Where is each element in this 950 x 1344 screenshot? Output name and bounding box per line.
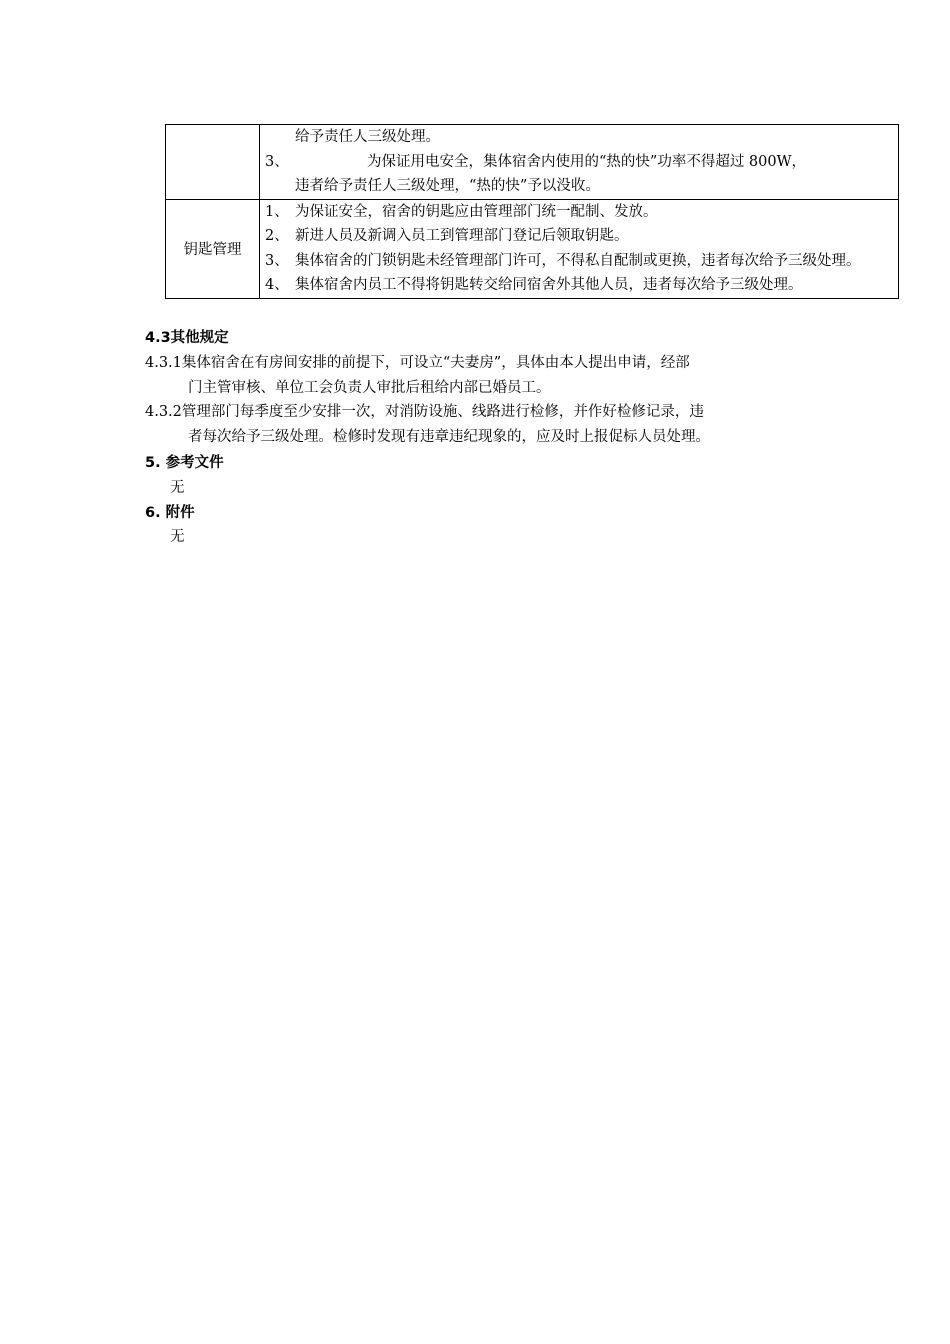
item-number: 3、	[265, 153, 289, 170]
row-content	[260, 199, 899, 298]
section-5-body: 无	[170, 480, 185, 496]
list-item	[260, 273, 898, 298]
item-text: 为保证用电安全，集体宿舍内使用的“热的快”功率不得超过 800W，	[367, 153, 807, 170]
table-row	[166, 125, 899, 200]
section-6-body: 无	[170, 529, 185, 545]
row-content	[260, 125, 899, 200]
item-number: 3、	[265, 252, 289, 269]
item-number: 1、	[265, 203, 289, 220]
continued-text: 违者给予责任人三级处理，“热的快”予以没收。	[295, 178, 600, 194]
rules-table	[165, 124, 899, 299]
item-number: 2、	[265, 228, 289, 244]
item-text: 为保证安全，宿舍的钥匙应由管理部门统一配制、发放。	[295, 203, 658, 220]
paragraph-4-3-2-line2: 者每次给予三级处理。检修时发现有违章违纪现象的，应及时上报促标人员处理。	[188, 429, 710, 445]
section-5-heading: 5. 参考文件	[145, 455, 224, 471]
list-item	[260, 224, 898, 249]
section-6-heading: 6. 附件	[145, 505, 195, 521]
paragraph-4-3-1-line2: 门主管审核、单位工会负责人审批后租给内部已婚员工。	[188, 380, 551, 396]
item-text: 新进人员及新调入员工到管理部门登记后领取钥匙。	[295, 228, 629, 244]
paragraph-4-3-1-line1: 4.3.1集体宿舍在有房间安排的前提下，可设立“夫妻房”，具体由本人提出申请，经部	[145, 355, 690, 371]
list-item	[260, 249, 898, 274]
list-item	[260, 200, 898, 225]
row-label-empty	[166, 125, 260, 200]
continued-text: 给予责任人三级处理。	[295, 129, 440, 145]
table-row	[166, 199, 899, 298]
paragraph-4-3-2-line1: 4.3.2管理部门每季度至少安排一次，对消防设施、线路进行检修，并作好检修记录，违	[145, 404, 704, 420]
item-text: 集体宿舍的门锁钥匙未经管理部门许可，不得私自配制或更换，违者每次给予三级处理。	[295, 252, 861, 269]
list-item	[260, 150, 898, 175]
section-4-3-heading: 4.3其他规定	[145, 330, 229, 346]
item-text: 集体宿舍内员工不得将钥匙转交给同宿舍外其他人员，违者每次给予三级处理。	[295, 277, 803, 293]
row-label-key-management: 钥匙管理	[166, 199, 260, 298]
item-number: 4、	[265, 277, 289, 293]
